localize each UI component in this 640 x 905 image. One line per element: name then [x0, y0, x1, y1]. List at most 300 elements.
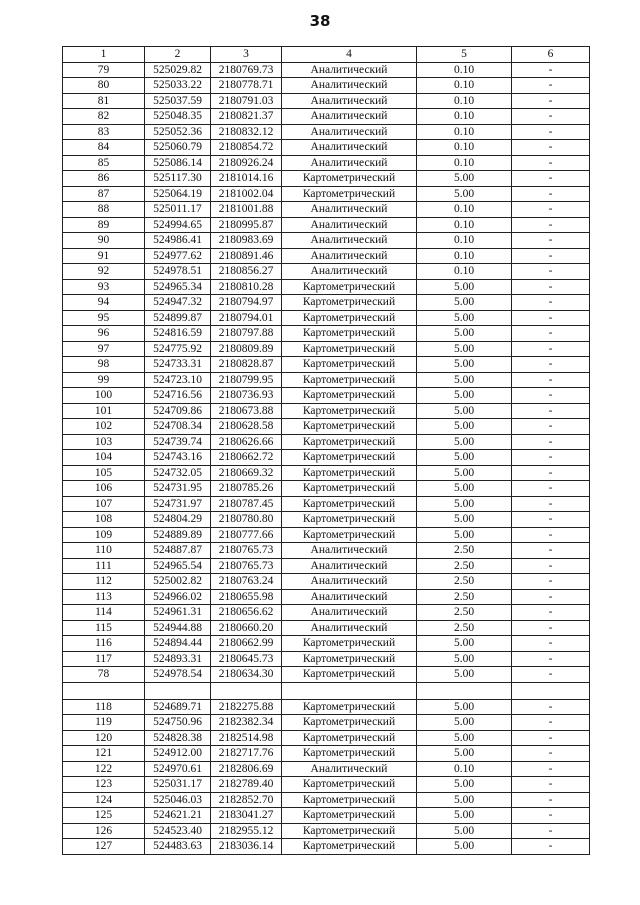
table-cell: 524733.31: [145, 357, 211, 373]
table-cell: -: [512, 264, 590, 280]
table-cell: 2183036.14: [211, 839, 282, 855]
table-cell: 0.10: [417, 62, 512, 78]
table-cell: -: [512, 651, 590, 667]
table-cell: Картометрический: [282, 372, 417, 388]
table-cell: [145, 682, 211, 699]
table-cell: 84: [63, 140, 145, 156]
table-cell: Аналитический: [282, 109, 417, 125]
table-cell: 2180669.32: [211, 465, 282, 481]
table-cell: Картометрический: [282, 792, 417, 808]
table-cell: -: [512, 512, 590, 528]
table-cell: [211, 682, 282, 699]
table-cell: Картометрический: [282, 651, 417, 667]
table-cell: 0.10: [417, 761, 512, 777]
table-cell: -: [512, 527, 590, 543]
table-cell: 80: [63, 78, 145, 94]
table-cell: -: [512, 699, 590, 715]
table-cell: 2180809.89: [211, 341, 282, 357]
table-cell: 2180655.98: [211, 589, 282, 605]
table-row: [63, 574, 590, 590]
table-cell: Картометрический: [282, 295, 417, 311]
table-cell: 5.00: [417, 636, 512, 652]
table-cell: 0.10: [417, 140, 512, 156]
table-cell: Аналитический: [282, 761, 417, 777]
table-cell: 117: [63, 651, 145, 667]
table-cell: -: [512, 124, 590, 140]
table-cell: 5.00: [417, 527, 512, 543]
table-cell: 0.10: [417, 233, 512, 249]
table-cell: Картометрический: [282, 730, 417, 746]
table-cell: 2180778.71: [211, 78, 282, 94]
table-row: [63, 730, 590, 746]
table-cell: 113: [63, 589, 145, 605]
table-cell: 524816.59: [145, 326, 211, 342]
table-cell: 524966.02: [145, 589, 211, 605]
table-cell: 2182852.70: [211, 792, 282, 808]
table-row: [63, 264, 590, 280]
table-cell: 0.10: [417, 202, 512, 218]
table-cell: 5.00: [417, 186, 512, 202]
table-cell: -: [512, 823, 590, 839]
table-cell: 111: [63, 558, 145, 574]
table-cell: Картометрический: [282, 341, 417, 357]
table-row: [63, 124, 590, 140]
table-cell: 524961.31: [145, 605, 211, 621]
table-row: [63, 93, 590, 109]
table-cell: 81: [63, 93, 145, 109]
table-cell: -: [512, 481, 590, 497]
column-header: 1: [63, 47, 145, 63]
table-cell: 98: [63, 357, 145, 373]
table-cell: 2181001.88: [211, 202, 282, 218]
table-row: [63, 186, 590, 202]
table-row: [63, 512, 590, 528]
table-cell: 2180797.88: [211, 326, 282, 342]
table-cell: Картометрический: [282, 839, 417, 855]
table-cell: -: [512, 202, 590, 218]
table-cell: -: [512, 434, 590, 450]
table-cell: 93: [63, 279, 145, 295]
table-cell: 2180673.88: [211, 403, 282, 419]
table-body: [63, 62, 590, 854]
table-cell: 525086.14: [145, 155, 211, 171]
table-cell: Картометрический: [282, 419, 417, 435]
table-cell: 5.00: [417, 341, 512, 357]
table-cell: 524716.56: [145, 388, 211, 404]
table-cell: 2.50: [417, 543, 512, 559]
table-cell: 524689.71: [145, 699, 211, 715]
table-cell: 2180634.30: [211, 667, 282, 683]
table-cell: 95: [63, 310, 145, 326]
table-cell: 85: [63, 155, 145, 171]
table-row: [63, 403, 590, 419]
table-cell: 524986.41: [145, 233, 211, 249]
table-cell: Картометрический: [282, 777, 417, 793]
table-cell: 525117.30: [145, 171, 211, 187]
table-cell: 524775.92: [145, 341, 211, 357]
column-header: 2: [145, 47, 211, 63]
table-cell: 5.00: [417, 512, 512, 528]
table-cell: -: [512, 419, 590, 435]
table-cell: 5.00: [417, 777, 512, 793]
table-cell: 5.00: [417, 403, 512, 419]
table-cell: 524978.51: [145, 264, 211, 280]
table-row: [63, 326, 590, 342]
table-cell: 103: [63, 434, 145, 450]
table-cell: 2180777.66: [211, 527, 282, 543]
table-cell: 107: [63, 496, 145, 512]
table-cell: Картометрический: [282, 715, 417, 731]
table-cell: 2180736.93: [211, 388, 282, 404]
table-cell: 87: [63, 186, 145, 202]
table-row: [63, 155, 590, 171]
table-cell: Картометрический: [282, 512, 417, 528]
table-cell: 100: [63, 388, 145, 404]
table-cell: 524947.32: [145, 295, 211, 311]
table-cell: 5.00: [417, 667, 512, 683]
table-cell: 2180765.73: [211, 543, 282, 559]
table-cell: -: [512, 605, 590, 621]
table-cell: 101: [63, 403, 145, 419]
table-cell: 118: [63, 699, 145, 715]
table-row: [63, 341, 590, 357]
table-cell: 2182382.34: [211, 715, 282, 731]
table-cell: 5.00: [417, 746, 512, 762]
table-cell: 2182806.69: [211, 761, 282, 777]
table-cell: 2180995.87: [211, 217, 282, 233]
table-cell: 5.00: [417, 496, 512, 512]
table-cell: 524965.34: [145, 279, 211, 295]
table-cell: [417, 682, 512, 699]
table-cell: 524709.86: [145, 403, 211, 419]
table-cell: Аналитический: [282, 93, 417, 109]
table-cell: 2180645.73: [211, 651, 282, 667]
table-cell: 2180983.69: [211, 233, 282, 249]
table-cell: 2.50: [417, 620, 512, 636]
table-row: [63, 248, 590, 264]
table-row: [63, 357, 590, 373]
table-row: [63, 78, 590, 94]
table-cell: 525002.82: [145, 574, 211, 590]
table-cell: 5.00: [417, 419, 512, 435]
table-cell: 123: [63, 777, 145, 793]
table-cell: 120: [63, 730, 145, 746]
table-row: [63, 808, 590, 824]
table-row: [63, 419, 590, 435]
table-cell: 2180926.24: [211, 155, 282, 171]
table-row: [63, 233, 590, 249]
table-row: [63, 109, 590, 125]
table-cell: 524912.00: [145, 746, 211, 762]
table-cell: Картометрический: [282, 699, 417, 715]
table-cell: 524750.96: [145, 715, 211, 731]
table-cell: 2182789.40: [211, 777, 282, 793]
table-row: [63, 792, 590, 808]
table-cell: 524889.89: [145, 527, 211, 543]
table-cell: 524731.95: [145, 481, 211, 497]
column-header: 5: [417, 47, 512, 63]
table-cell: 2181002.04: [211, 186, 282, 202]
table-row: [63, 279, 590, 295]
table-cell: 524739.74: [145, 434, 211, 450]
table-cell: 2180628.58: [211, 419, 282, 435]
table-cell: -: [512, 574, 590, 590]
table-cell: Картометрический: [282, 496, 417, 512]
table-cell: 2180656.62: [211, 605, 282, 621]
table-cell: Картометрический: [282, 279, 417, 295]
table-cell: -: [512, 341, 590, 357]
table-row: [63, 667, 590, 683]
table-cell: 524970.61: [145, 761, 211, 777]
table-row: [63, 481, 590, 497]
table-cell: Картометрический: [282, 310, 417, 326]
table-cell: 92: [63, 264, 145, 280]
table-cell: -: [512, 839, 590, 855]
table-cell: 2.50: [417, 558, 512, 574]
table-cell: 2180791.03: [211, 93, 282, 109]
page-number: 38: [309, 12, 331, 30]
table-cell: -: [512, 450, 590, 466]
table-cell: 5.00: [417, 295, 512, 311]
table-cell: Картометрический: [282, 481, 417, 497]
table-cell: 5.00: [417, 481, 512, 497]
table-cell: Аналитический: [282, 605, 417, 621]
table-cell: 0.10: [417, 124, 512, 140]
table-cell: 106: [63, 481, 145, 497]
table-cell: 86: [63, 171, 145, 187]
table-cell: -: [512, 186, 590, 202]
table-cell: -: [512, 62, 590, 78]
table-cell: -: [512, 403, 590, 419]
table-cell: 0.10: [417, 264, 512, 280]
table-cell: 122: [63, 761, 145, 777]
table-cell: 5.00: [417, 808, 512, 824]
table-cell: 2180821.37: [211, 109, 282, 125]
table-cell: 126: [63, 823, 145, 839]
table-cell: -: [512, 543, 590, 559]
table-cell: 2180854.72: [211, 140, 282, 156]
table-cell: Картометрический: [282, 823, 417, 839]
table-cell: 5.00: [417, 326, 512, 342]
table-cell: 525060.79: [145, 140, 211, 156]
table-cell: 79: [63, 62, 145, 78]
table-cell: 2180662.72: [211, 450, 282, 466]
table-cell: 2180794.01: [211, 310, 282, 326]
table-cell: 114: [63, 605, 145, 621]
table-cell: 2180769.73: [211, 62, 282, 78]
table-cell: 2180660.20: [211, 620, 282, 636]
table-cell: Аналитический: [282, 233, 417, 249]
table-cell: 119: [63, 715, 145, 731]
table-row: [63, 620, 590, 636]
table-cell: Аналитический: [282, 558, 417, 574]
table-cell: -: [512, 636, 590, 652]
table-cell: 83: [63, 124, 145, 140]
table-cell: Аналитический: [282, 589, 417, 605]
table-cell: 2180828.87: [211, 357, 282, 373]
table-cell: 5.00: [417, 279, 512, 295]
table-cell: 2182717.76: [211, 746, 282, 762]
table-cell: 5.00: [417, 465, 512, 481]
table-cell: -: [512, 357, 590, 373]
table-cell: 0.10: [417, 93, 512, 109]
table-cell: 524977.62: [145, 248, 211, 264]
table-cell: 102: [63, 419, 145, 435]
table-row: [63, 589, 590, 605]
table-cell: 525011.17: [145, 202, 211, 218]
table-cell: Аналитический: [282, 620, 417, 636]
table-cell: Картометрический: [282, 326, 417, 342]
table-cell: -: [512, 326, 590, 342]
table-cell: 116: [63, 636, 145, 652]
table-cell: 524887.87: [145, 543, 211, 559]
table-row: [63, 839, 590, 855]
table-cell: -: [512, 792, 590, 808]
table-cell: 115: [63, 620, 145, 636]
table-cell: Аналитический: [282, 248, 417, 264]
table-cell: Аналитический: [282, 140, 417, 156]
table-cell: 5.00: [417, 388, 512, 404]
table-cell: 524894.44: [145, 636, 211, 652]
coordinates-table: [62, 46, 590, 855]
table-cell: 0.10: [417, 248, 512, 264]
table-cell: Аналитический: [282, 202, 417, 218]
table-cell: 5.00: [417, 823, 512, 839]
table-cell: 524731.97: [145, 496, 211, 512]
table-header-row: [63, 47, 590, 63]
table-cell: -: [512, 761, 590, 777]
table-cell: Аналитический: [282, 217, 417, 233]
table-cell: -: [512, 233, 590, 249]
table-cell: Картометрический: [282, 808, 417, 824]
table-cell: -: [512, 217, 590, 233]
table-cell: -: [512, 78, 590, 94]
table-cell: -: [512, 372, 590, 388]
table-cell: -: [512, 279, 590, 295]
table-cell: Картометрический: [282, 357, 417, 373]
table-cell: 104: [63, 450, 145, 466]
table-row: [63, 465, 590, 481]
table-cell: 524965.54: [145, 558, 211, 574]
table-row: [63, 823, 590, 839]
table-cell: -: [512, 558, 590, 574]
table-cell: 524732.05: [145, 465, 211, 481]
table-cell: 105: [63, 465, 145, 481]
table-cell: Картометрический: [282, 450, 417, 466]
table-cell: 2180832.12: [211, 124, 282, 140]
table-cell: [282, 682, 417, 699]
table-cell: 2.50: [417, 589, 512, 605]
table-row: [63, 62, 590, 78]
table-cell: 121: [63, 746, 145, 762]
table-cell: 112: [63, 574, 145, 590]
table-cell: Аналитический: [282, 124, 417, 140]
table-cell: 2180891.46: [211, 248, 282, 264]
table-cell: 524708.34: [145, 419, 211, 435]
table-cell: Аналитический: [282, 155, 417, 171]
table-row: [63, 388, 590, 404]
table-cell: 2180799.95: [211, 372, 282, 388]
table-cell: 82: [63, 109, 145, 125]
table-cell: Картометрический: [282, 527, 417, 543]
table-row: [63, 761, 590, 777]
table-row: [63, 558, 590, 574]
table-cell: 96: [63, 326, 145, 342]
table-cell: 524994.65: [145, 217, 211, 233]
table-cell: 525052.36: [145, 124, 211, 140]
table-cell: 524804.29: [145, 512, 211, 528]
table-row: [63, 682, 590, 699]
table-cell: 525033.22: [145, 78, 211, 94]
table-cell: Аналитический: [282, 543, 417, 559]
column-header: 4: [282, 47, 417, 63]
table-cell: 5.00: [417, 357, 512, 373]
table-cell: 2180856.27: [211, 264, 282, 280]
table-cell: -: [512, 620, 590, 636]
table-cell: 2183041.27: [211, 808, 282, 824]
table-cell: -: [512, 93, 590, 109]
table-row: [63, 543, 590, 559]
table-cell: 525037.59: [145, 93, 211, 109]
table-cell: 90: [63, 233, 145, 249]
table-cell: -: [512, 155, 590, 171]
table-cell: Аналитический: [282, 62, 417, 78]
table-cell: -: [512, 746, 590, 762]
table-cell: Аналитический: [282, 574, 417, 590]
table-cell: Картометрический: [282, 746, 417, 762]
table-row: [63, 140, 590, 156]
table-cell: -: [512, 388, 590, 404]
table-cell: 124: [63, 792, 145, 808]
table-row: [63, 295, 590, 311]
table-cell: 524978.54: [145, 667, 211, 683]
table-cell: Картометрический: [282, 388, 417, 404]
table-cell: -: [512, 808, 590, 824]
table-cell: -: [512, 496, 590, 512]
table-cell: -: [512, 589, 590, 605]
table-cell: 2180763.24: [211, 574, 282, 590]
table-cell: 0.10: [417, 217, 512, 233]
table-cell: Картометрический: [282, 465, 417, 481]
table-cell: -: [512, 465, 590, 481]
table-cell: Картометрический: [282, 186, 417, 202]
table-cell: 0.10: [417, 109, 512, 125]
table-cell: Картометрический: [282, 636, 417, 652]
table-cell: 5.00: [417, 310, 512, 326]
table-cell: 0.10: [417, 78, 512, 94]
table-cell: -: [512, 667, 590, 683]
table-cell: Картометрический: [282, 171, 417, 187]
table-cell: 2182955.12: [211, 823, 282, 839]
table-cell: 109: [63, 527, 145, 543]
table-cell: -: [512, 730, 590, 746]
table-cell: 524828.38: [145, 730, 211, 746]
table-cell: 5.00: [417, 434, 512, 450]
table-cell: -: [512, 248, 590, 264]
table-cell: 5.00: [417, 699, 512, 715]
table-cell: 525064.19: [145, 186, 211, 202]
table-cell: 127: [63, 839, 145, 855]
table-row: [63, 450, 590, 466]
table-cell: 525029.82: [145, 62, 211, 78]
table-row: [63, 715, 590, 731]
table-cell: [63, 682, 145, 699]
table-cell: 2180780.80: [211, 512, 282, 528]
table-cell: 5.00: [417, 715, 512, 731]
table-cell: -: [512, 140, 590, 156]
table-row: [63, 202, 590, 218]
table-cell: -: [512, 109, 590, 125]
